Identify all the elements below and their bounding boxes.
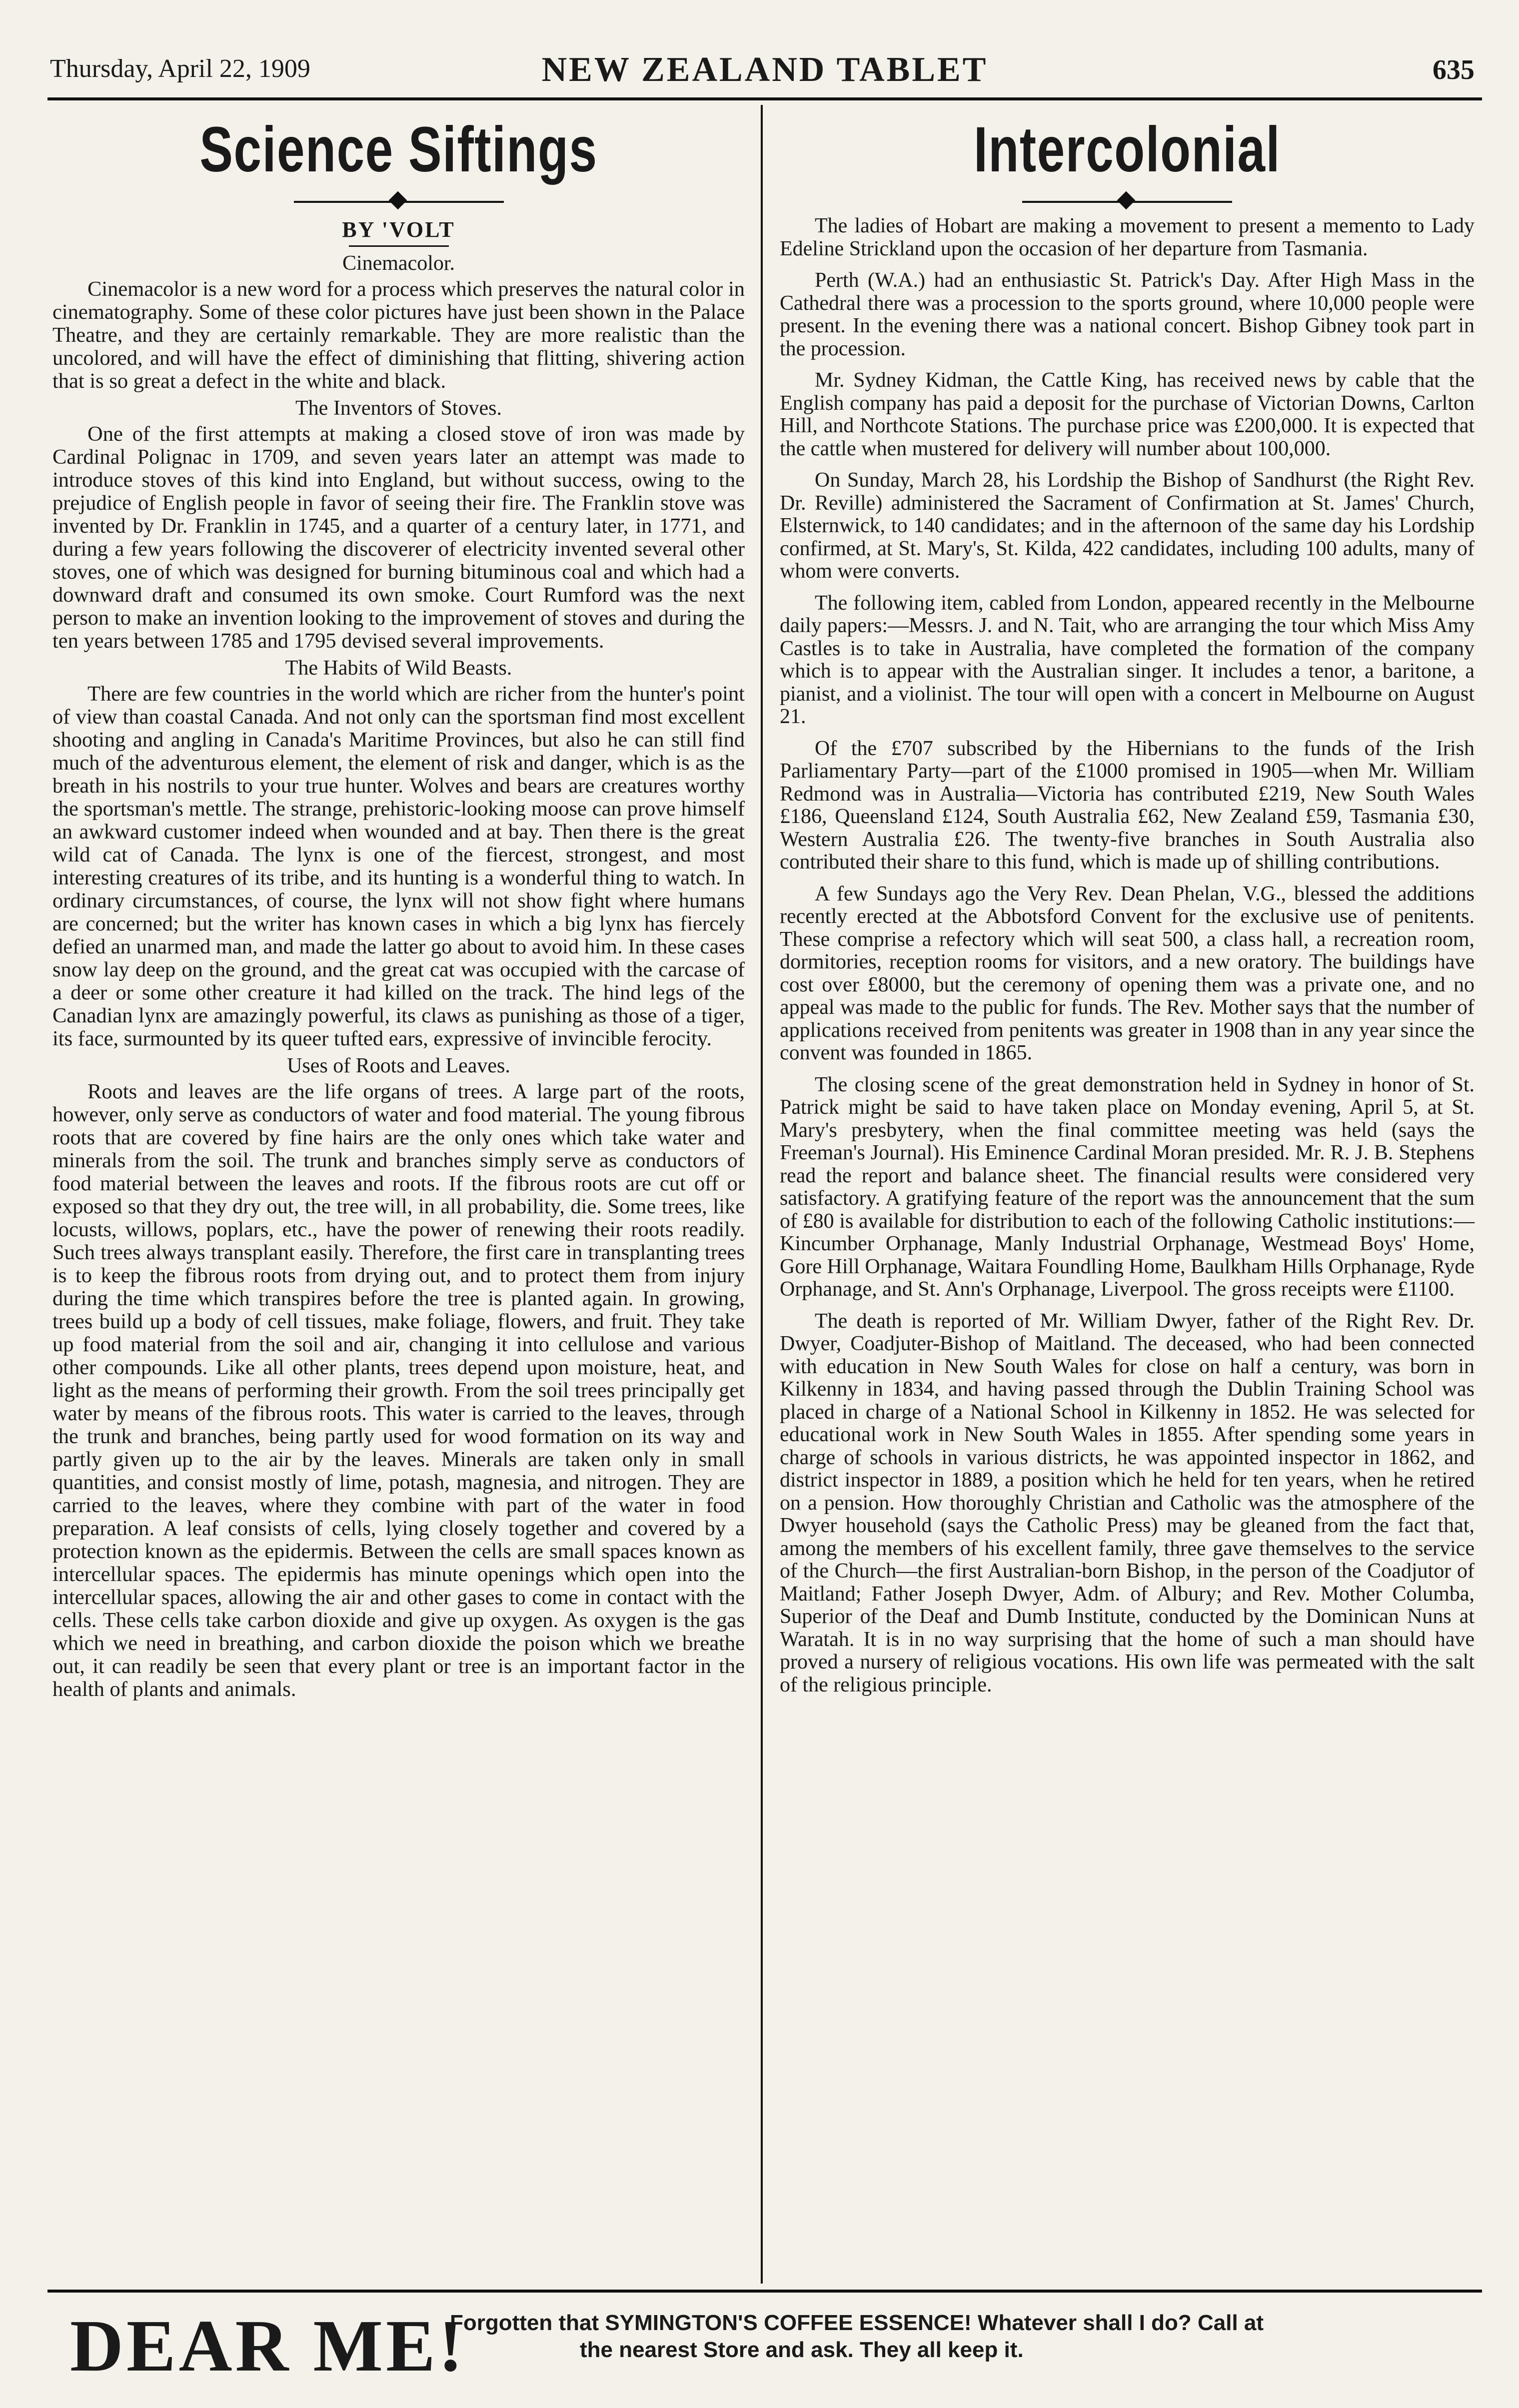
article-paragraph: Cinemacolor is a new word for a process which preserves the natural color in cinematography. Some of these color pictures have just been shown in the Palace Theatre, and they are certainly remarkable. They are more realistic than the uncolored, and will have the effect of diminishing that flitting, shivering action that is so great a defect in the white and black. [52,277,745,393]
subhead-stoves: The Inventors of Stoves. [295,397,502,420]
subhead-roots-leaves: Uses of Roots and Leaves. [287,1054,510,1077]
heading-ornament [294,192,504,212]
advertisement-banner [70,2299,1470,2387]
news-item-sandhurst: On Sunday, March 28, his Lordship the Bishop of Sandhurst (the Right Rev. Dr. Reville) administered the Sacrament of Confirmation at St. James' Church, Elsternwick, to 140 candidates; and in the afternoon of the same day his Lordship confirmed, at St. Mary's, St. Kilda, 422 candidates, including 100 adults, many of whom were converts. [780,469,1475,583]
heading-ornament [1022,192,1232,212]
news-item-perth: Perth (W.A.) had an enthusiastic St. Patrick's Day. After High Mass in the Cathedral there was a procession to the sports ground, where 10,000 people were present. In the evening there was a national concert. Bishop Gibney took part in the procession. [780,269,1475,360]
news-item-amy-castles: The following item, cabled from London, appeared recently in the Melbourne daily papers:—Messrs. J. and N. Tait, who are arranging the tour which Miss Amy Castles is to take in Australia, have completed the formation of the company which is to appear with the Australian singer. It includes a tenor, a baritone, a pianist, and a violinist. The tour will open with a concert in Melbourne on August 21. [780,591,1475,728]
column-divider [761,105,763,2284]
byline: BY 'VOLT [342,217,455,242]
intercolonial-column [780,115,1475,1705]
article-paragraph: There are few countries in the world which are richer from the hunter's point of view than coastal Canada. And not only can the sportsman find most excellent shooting and angling in Canada's Maritime Provinces, but also he can still find much of the adventurous element, the element of risk and danger, which is as the breath in his nostrils to your true hunter. Wolves and bears are creatures worthy the sportsman's mettle. The strange, prehistoric-looking moose can prove himself an awkward customer indeed when wounded and at bay. Then there is the great wild cat of Canada. The lynx is one of the fiercest, strongest, and most interesting creatures of its tribe, and its hunting is a wonderful thing to watch. In ordinary circumstances, of course, the lynx will not show fight where humans are concerned; but the writer has known cases in which a big lynx has fiercely defied an unarmed man, and made the latter go about to avoid him. In these cases snow lay deep on the ground, and the great cat was occupied with the carcase of a deer or some other creature it had killed on the track. The hind legs of the Canadian lynx are amazingly powerful, its claws as punishing as those of a tiger, its face, surmounted by its queer tufted ears, expressive of invincible ferocity. [52,682,745,1050]
news-item-abbotsford: A few Sundays ago the Very Rev. Dean Phelan, V.G., blessed the additions recently erected at the Abbotsford Convent for the exclusive use of penitents. These comprise a refectory which will seat 500, a class hall, a recreation room, dormitories, reception rooms for visitors, and a new oratory. The buildings have cost over £8000, but the ceremony of opening them was a private one, and no appeal was made to the public for funds. The Rev. Mother says that the number of applications received from penitents was greater in 1908 than in any year since the convent was founded in 1865. [780,882,1475,1064]
subhead-cinemacolor: Cinemacolor. [342,252,455,275]
page-number: 635 [1433,54,1475,85]
news-item-hibernians: Of the £707 subscribed by the Hibernians to the funds of the Irish Parliamentary Party—part of the £1000 promised in 1905—when Mr. William Redmond was in Australia—Victoria has contributed £219, New South Wales £186, Queensland £124, South Australia £62, New Zealand £59, Tasmania £30, Western Australia £26. The twenty-five branches in South Australia also contributed their share to this fund, which is made up of shilling contributions. [780,737,1475,873]
masthead [50,50,1480,90]
footer-rule [47,2290,1482,2293]
ad-copy-line-2: the nearest Store and ask. They all keep it. [580,2338,1024,2362]
section-heading-intercolonial: Intercolonial [974,114,1281,185]
newspaper-title: NEW ZEALAND TABLET [541,50,988,89]
science-siftings-column [52,115,745,1701]
masthead-rule [47,97,1482,100]
byline-rule [349,245,449,247]
ad-headline: DEAR ME! [70,2305,466,2387]
article-paragraph: Roots and leaves are the life organs of trees. A large part of the roots, however, only serve as conductors of water and food material. The young fibrous roots that are covered by fine hairs are the only ones which take water and minerals from the soil. The trunk and branches simply serve as conductors of food material between the leaves and roots. If the fibrous roots are cut off or exposed so that they dry out, the tree will, in all probability, die. Some trees, like locusts, willows, poplars, etc., have the power of renewing their roots readily. Such trees always transplant easily. Therefore, the first care in transplanting trees is to keep the fibrous roots from drying out, and to protect them from injury during the time which transpires before the tree is planted again. In growing, trees build up a body of cell tissues, make foliage, flowers, and fruit. They take up food material from the soil and air, changing it into cellulose and various other compounds. Like all other plants, trees depend upon moisture, heat, and light as the means of performing their growth. From the soil trees principally get water by means of the fibrous roots. This water is carried to the leaves, through the trunk and branches, being partly used for wood formation on its way and partly given up to the air by the leaves. Minerals are taken only in small quantities, and consist mostly of lime, potash, magnesia, and nitrogen. They are carried to the leaves, where they combine with part of the water in food preparation. A leaf consists of cells, lying closely together and covered by a protection known as the epidermis. Between the cells are small spaces known as intercellular spaces. The epidermis has minute openings which open into the intercellular spaces, allowing the air and other gases to come in contact with the cells. These cells take carbon dioxide and give up oxygen. As oxygen is the gas which we need in breathing, and carbon dioxide the poison which we breathe out, it can readily be seen that every plant or tree is an important factor in the health of plants and animals. [52,1080,745,1701]
news-item-dwyer: The death is reported of Mr. William Dwyer, father of the Right Rev. Dr. Dwyer, Coadjuter-Bishop of Maitland. The deceased, who had been connected with education in New South Wales for close on half a century, was born in Kilkenny in 1834, and having passed through the Dublin Training School was placed in charge of a National School in Kilkenny in 1852. He was selected for educational work in New South Wales in 1855. After spending some years in charge of schools in various districts, he was appointed inspector in 1862, and district inspector in 1889, a position which he held for ten years, when he retired on a pension. How thoroughly Christian and Catholic was the atmosphere of the Dwyer household (says the Catholic Press) may be gleaned from the fact that, among the members of his excellent family, three gave themselves to the service of the Church—the first Australian-born Bishop, in the person of the Coadjutor of Maitland; Father Joseph Dwyer, Adm. of Albury; and Rev. Mother Columba, Superior of the Deaf and Dumb Institute, conducted by the Dominican Nuns at Waratah. It is in no way surprising that the home of such a man should have proved a nursery of religious vocations. His own life was permeated with the salt of the religious principle. [780,1309,1475,1696]
ad-copy [450,2310,1470,2364]
section-heading-science: Science Siftings [199,114,598,185]
ad-copy-line-1: Forgotten that SYMINGTON'S COFFEE ESSENCE! Whatever shall I do? Call at [450,2311,1264,2335]
article-paragraph: One of the first attempts at making a closed stove of iron was made by Cardinal Polignac in 1709, and seven years later an attempt was made to introduce stoves of this kind into England, but without success, owing to the prejudice of English people in favor of seeing their fire. The Franklin stove was invented by Dr. Franklin in 1745, and a quarter of a century later, in 1771, and during a few years following the discoverer of electricity invented several other stoves, one of which was designed for burning bituminous coal and which had a downward draft and consumed its own smoke. Court Rumford was the next person to make an invention looking to the improvement of stoves and during the ten years between 1785 and 1795 devised several improvements. [52,422,745,653]
subhead-wild-beasts: The Habits of Wild Beasts. [285,657,512,680]
news-item-st-patrick: The closing scene of the great demonstration held in Sydney in honor of St. Patrick might be said to have taken place on Monday evening, April 5, at St. Mary's presbytery, when the final committee meeting was held (says the Freeman's Journal). His Eminence Cardinal Moran presided. Mr. R. J. B. Stephens read the report and balance sheet. The financial results were considered very satisfactory. A gratifying feature of the report was the announcement that the sum of £80 is available for distribution to each of the following Catholic institutions:—Kincumber Orphanage, Manly Industrial Orphanage, Westmead Boys' Home, Gore Hill Orphanage, Waitara Foundling Home, Baulkham Hills Orphanage, Ryde Orphanage, and St. Ann's Orphanage, Liverpool. The gross receipts were £1100. [780,1073,1475,1301]
news-item-hobart: The ladies of Hobart are making a movement to present a memento to Lady Edeline Strickland upon the occasion of her departure from Tasmania. [780,214,1475,260]
news-item-kidman: Mr. Sydney Kidman, the Cattle King, has received news by cable that the English company has paid a deposit for the purchase of Victorian Downs, Carlton Hill, and Northcote Stations. The purchase price was £200,000. It is expected that the cattle when mustered for delivery will number about 100,000. [780,369,1475,460]
issue-date: Thursday, April 22, 1909 [50,54,310,83]
